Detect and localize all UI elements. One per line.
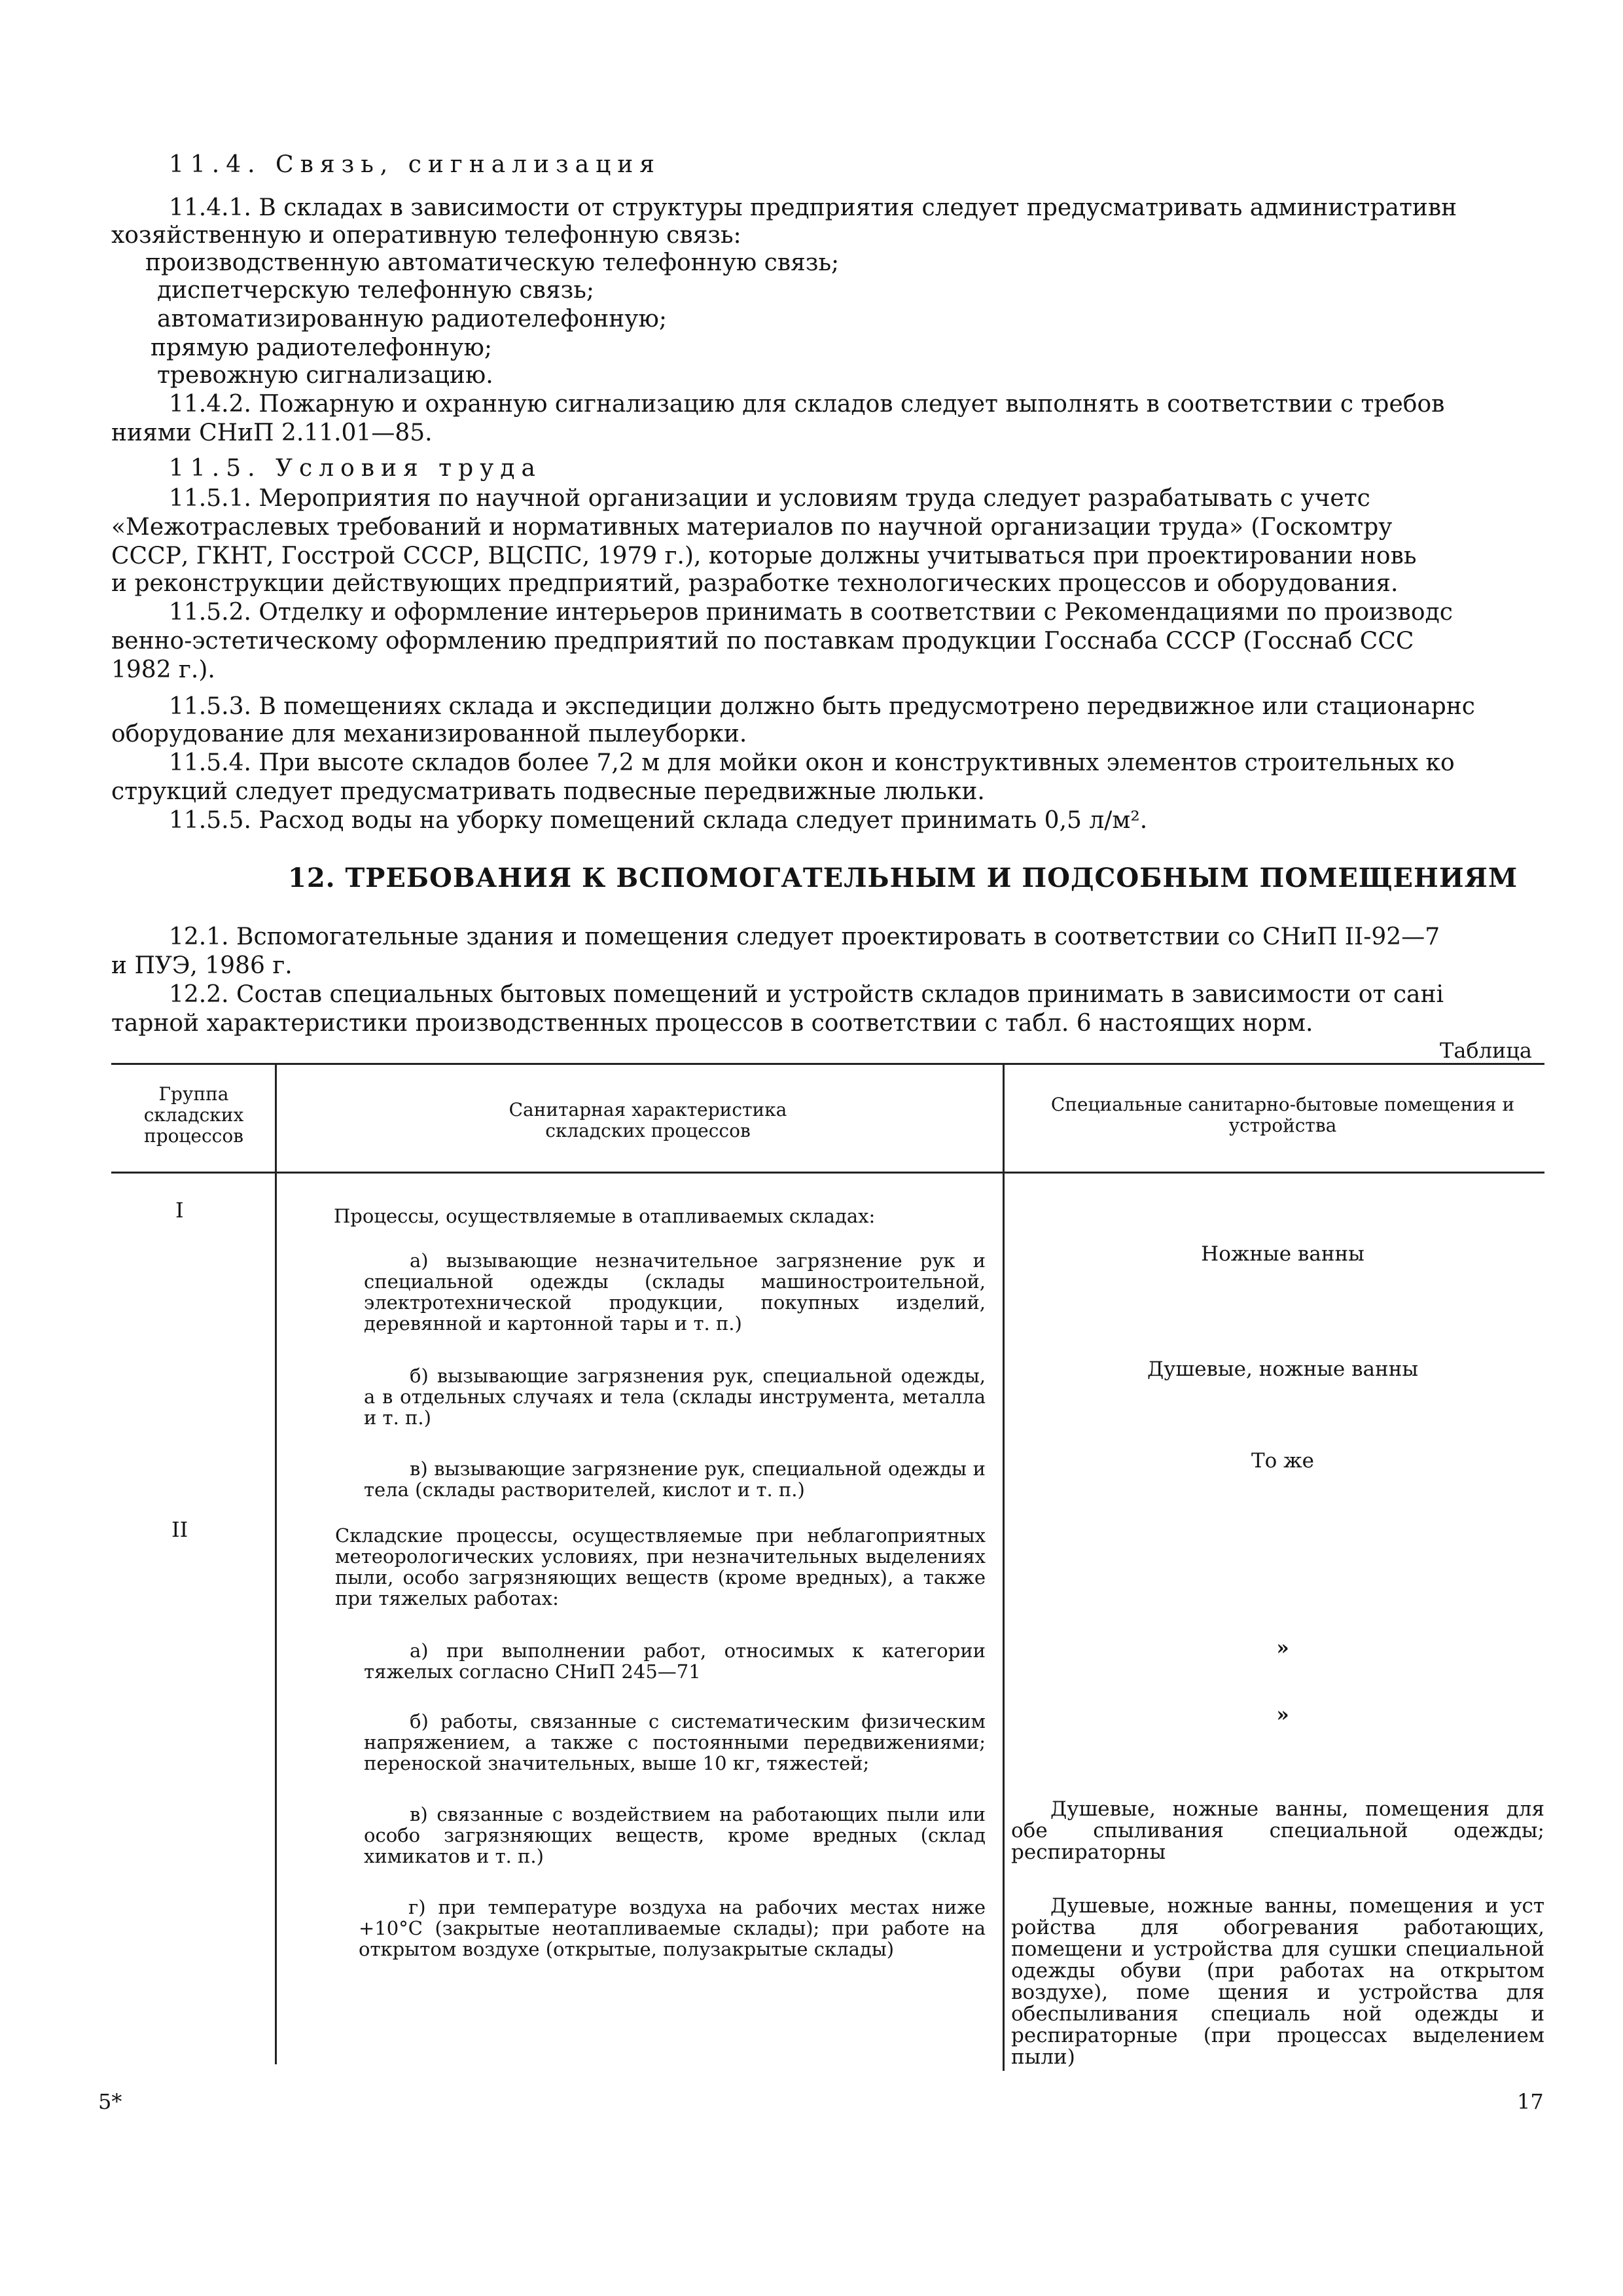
list-item: тревожную сигнализацию. [157,362,493,389]
paragraph-line: ниями СНиП 2.11.01—85. [111,420,433,446]
paragraph-line: 11.5.4. При высоте складов более 7,2 м для мойки окон и конструктивных элементов строительных ко [169,749,1455,776]
table-top-rule [111,1063,1544,1065]
table-cell-characteristic: б) работы, связанные с систематическим физическим напряжением, а также с постоянными передвижениями; переноской значительных, выше 10 кг, тяжестей; [364,1710,986,1774]
table-cell-facility: Душевые, ножные ванны, помещения и уст ройства для обогревания работающих, помещени и устройства для сушки специальной одежды обуви (при работах на открытом воздухе), поме щения и устройства для обеспыливания специаль ной одежды и респираторные (при процессах выделением пыли) [1011,1894,1544,2069]
table-column-divider [275,1063,277,2064]
footer-left-mark: 5* [98,2089,122,2114]
paragraph-line: и реконструкции действующих предприятий, разработке технологических процессов и оборудования. [111,570,1399,597]
list-item: автоматизированную радиотелефонную; [157,306,667,332]
table-cell-characteristic: Складские процессы, осуществляемые при неблагоприятных метеорологических условиях, при незначительных выделениях пыли, особо загрязняющих веществ (кроме вредных), а также при тяжелых работах: [335,1524,986,1609]
table-cell-facility: То же [1251,1449,1315,1473]
paragraph-line: тарной характеристики производственных процессов в соответствии с табл. 6 настоящих норм. [111,1010,1313,1037]
paragraph-line: оборудование для механизированной пылеуборки. [111,721,747,747]
paragraph-line: 11.5.1. Мероприятия по научной организации и условиям труда следует разрабатывать с учетс [169,485,1370,512]
paragraph-line: 11.4.1. В складах в зависимости от структуры предприятия следует предусматривать административн [169,194,1457,221]
table-cell-characteristic: а) при выполнении работ, относимых к категории тяжелых согласно СНиП 245—71 [364,1640,986,1683]
table-cell-characteristic: б) вызывающие загрязнения рук, специальной одежды, а в отдельных случаях и тела (склады инструмента, металла и т. п.) [364,1365,986,1429]
page-number: 17 [1517,2089,1544,2114]
paragraph-line: струкций следует предусматривать подвесные передвижные люльки. [111,778,985,805]
paragraph-line: СССР, ГКНТ, Госстрой СССР, ВЦСПС, 1979 г.), которые должны учитываться при проектировании новь [111,543,1417,569]
paragraph-line: хозяйственную и оперативную телефонную связь: [111,222,741,249]
column-header-characteristic: Санитарная характеристика складских процессов [508,1099,787,1141]
table-cell-characteristic: в) вызывающие загрязнение рук, специальной одежды и тела (склады растворителей, кислот и т. п.) [364,1458,986,1501]
table-caption: Таблица [1440,1038,1532,1063]
paragraph-line: 11.5.5. Расход воды на уборку помещений склада следует принимать 0,5 л/м². [169,807,1148,834]
paragraph-line: 1982 г.). [111,656,215,683]
table-column-divider [1003,1063,1005,2071]
table-cell-facility-ditto: » [1276,1636,1289,1660]
table-cell-characteristic: а) вызывающие незначительное загрязнение рук и специальной одежды (склады машиностроительной, электротехнической продукции, покупных изделий, деревянной и картонной тары и т. п.) [364,1249,986,1335]
paragraph-line: 11.5.3. В помещениях склада и экспедиции должно быть предусмотрено передвижное или стационарнс [169,693,1475,720]
column-header-group: Группа складских процессов [143,1083,244,1147]
paragraph-line: 12.1. Вспомогательные здания и помещения следует проектировать в соответствии со СНиП II-92—7 [169,924,1440,950]
column-header-facilities: Специальные санитарно-бытовые помещения и устройства [1050,1094,1515,1136]
subsection-heading-11-4: 11.4. Связь, сигнализация [169,151,661,178]
section-heading-12: 12. ТРЕБОВАНИЯ К ВСПОМОГАТЕЛЬНЫМ И ПОДСОБНЫМ ПОМЕЩЕНИЯМ [288,863,1518,893]
paragraph-line: 12.2. Состав специальных бытовых помещений и устройств складов принимать в зависимости от сані [169,981,1444,1008]
table-cell-facility-ditto: » [1276,1703,1289,1727]
table-cell-characteristic: в) связанные с воздействием на работающих пыли или особо загрязняющих веществ, кроме вредных (склад химикатов и т. п.) [364,1803,986,1867]
paragraph-line: и ПУЭ, 1986 г. [111,952,293,979]
subsection-heading-11-5: 11.5. Условия труда [169,455,542,482]
paragraph-line: 11.4.2. Пожарную и охранную сигнализацию для складов следует выполнять в соответствии с требов [169,391,1445,418]
paragraph-line: «Межотраслевых требований и нормативных материалов по научной организации труда» (Госкомтру [111,514,1393,541]
table-header-rule [111,1172,1544,1174]
table-cell-facility: Душевые, ножные ванны, помещения для обе спыливания специальной одежды; респираторны [1011,1797,1544,1864]
group-number: I [175,1198,184,1223]
paragraph-line: венно-эстетическому оформлению предприятий по поставкам продукции Госснаба СССР (Госснаб ССС [111,628,1414,655]
table-cell-facility: Душевые, ножные ванны [1147,1357,1419,1381]
list-item: диспетчерскую телефонную связь; [157,277,595,304]
table-cell-facility: Ножные ванны [1201,1242,1364,1266]
group-number: II [171,1517,188,1542]
paragraph-line: 11.5.2. Отделку и оформление интерьеров принимать в соответствии с Рекомендациями по производс [169,599,1453,626]
table-cell-characteristic: г) при температуре воздуха на рабочих местах ниже +10°С (закрытые неотапливаемые склады); при работе на открытом воздухе (открытые, полузакрытые склады) [359,1896,986,1960]
list-item: прямую радиотелефонную; [151,334,492,361]
list-item: производственную автоматическую телефонную связь; [145,249,840,276]
table-cell-characteristic: Процессы, осуществляемые в отапливаемых складах: [334,1205,876,1227]
